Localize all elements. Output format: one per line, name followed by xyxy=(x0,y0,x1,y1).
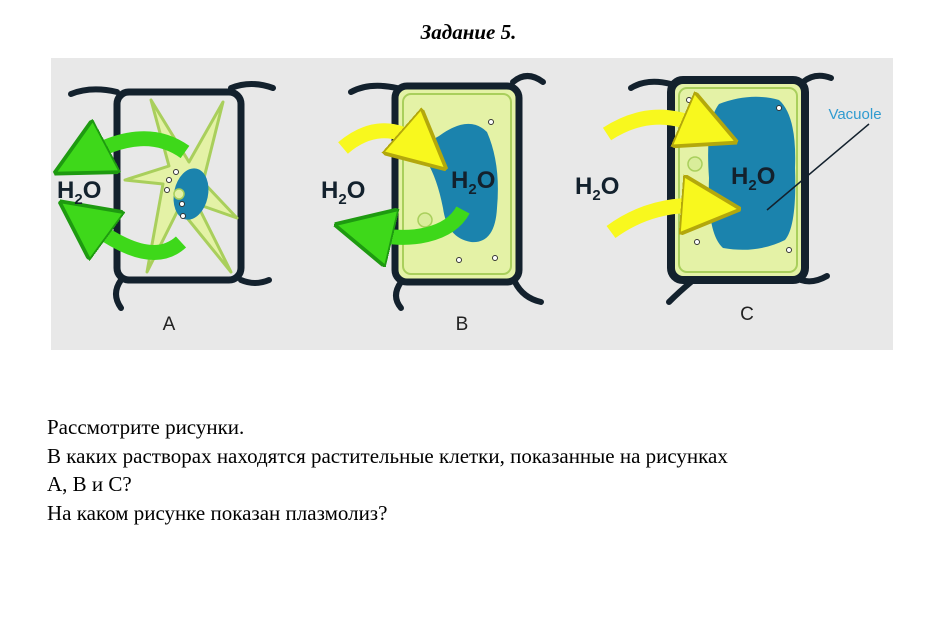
panel-letter-c: C xyxy=(740,304,754,325)
h2o-label-a: $H_2O$ xyxy=(57,177,102,208)
question-line-1: В каких растворах находятся растительные клетки, показанные на рисунках xyxy=(47,443,728,468)
h2o-label-b-outside: $H_2O$ xyxy=(321,177,366,208)
question-line-2: На каком рисунке показан плазмолиз? xyxy=(47,500,388,525)
question-line-1-continued: А, В и С? xyxy=(47,472,132,496)
cell-c-vacuole xyxy=(708,97,795,250)
h2o-label-b-vacuole: $H_2O$ xyxy=(451,167,496,198)
h2o-label-c-vacuole: $H_2O$ xyxy=(731,163,776,194)
plant-cells-figure xyxy=(51,58,893,350)
task-title: Задание 5. xyxy=(420,20,517,44)
h2o-label-c-outside: $H_2O$ xyxy=(575,173,620,204)
task-text xyxy=(47,413,907,527)
panel-letter-a: A xyxy=(162,314,176,335)
vacuole-label: Vacuole xyxy=(828,106,882,123)
instruction-line: Рассмотрите рисунки. xyxy=(47,415,245,439)
panel-letter-b: B xyxy=(455,314,469,335)
